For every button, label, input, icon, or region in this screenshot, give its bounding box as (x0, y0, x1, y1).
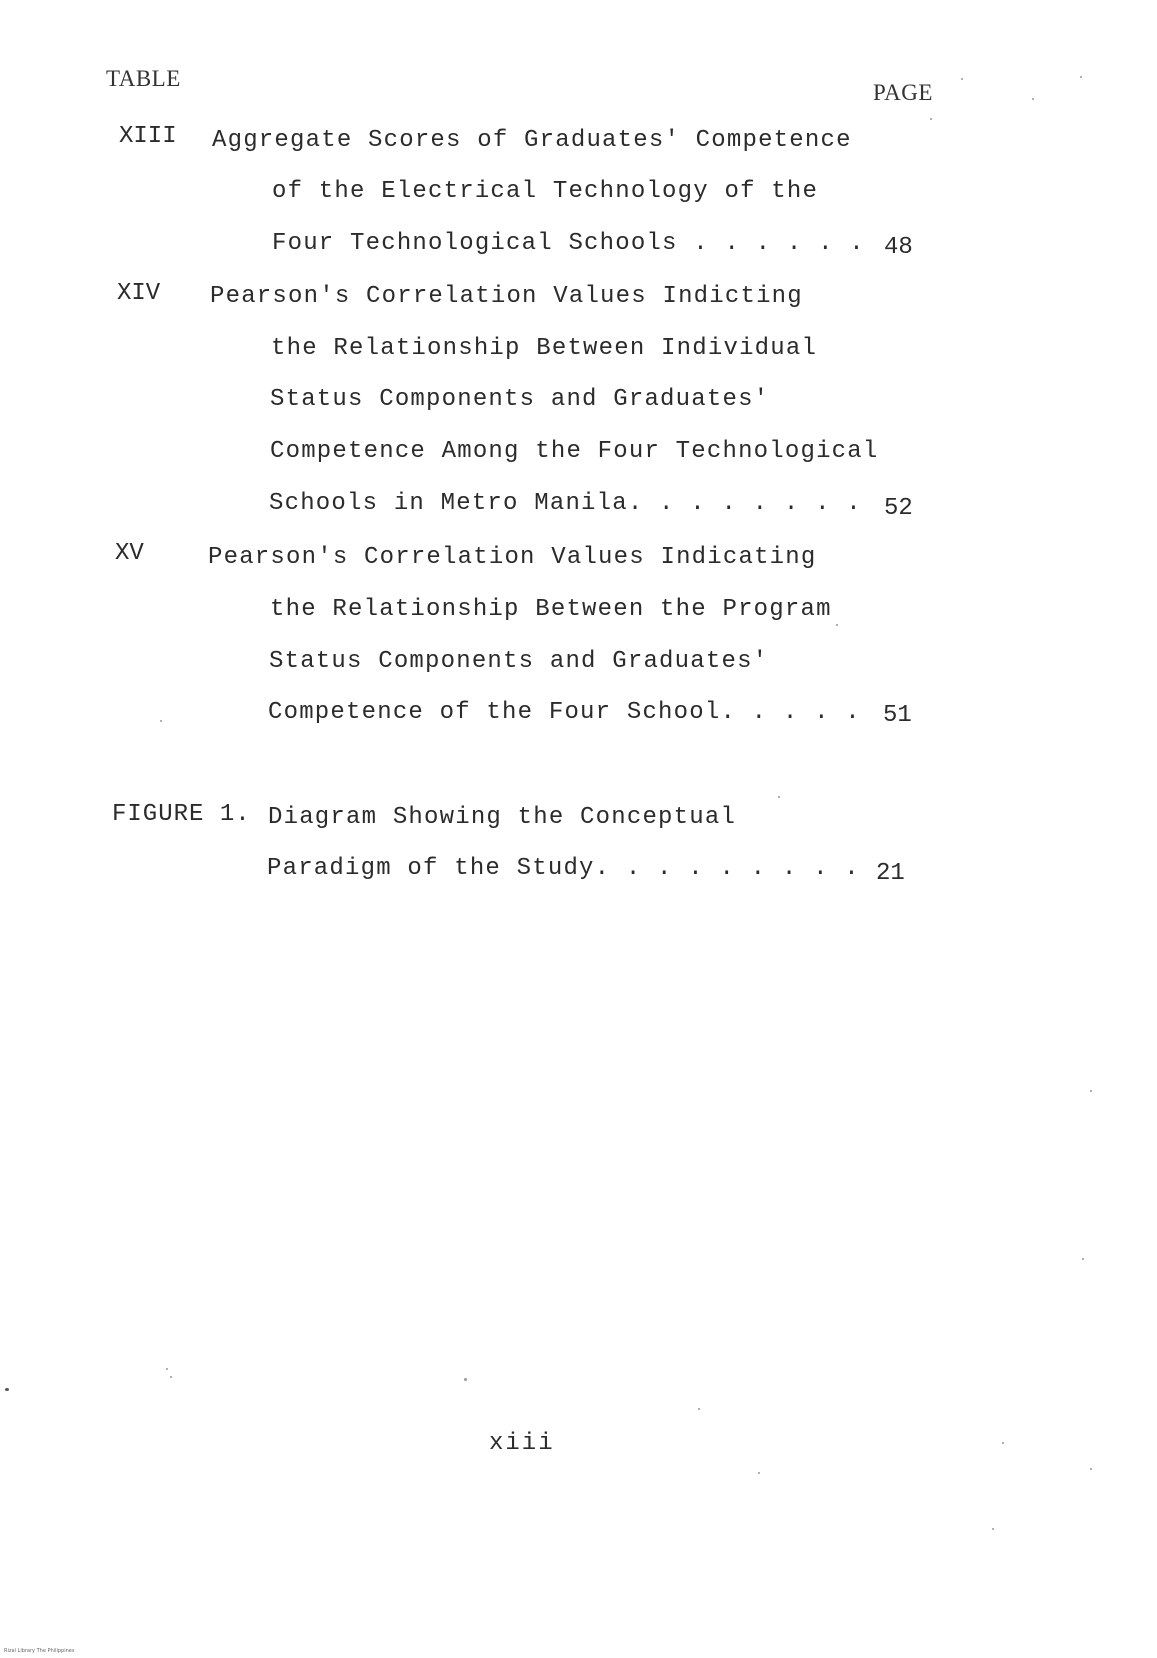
page-column-header: PAGE (873, 80, 933, 105)
entry-title-line: Four Technological Schools . . . . . . (272, 230, 865, 257)
page-number: xiii (489, 1430, 555, 1457)
scan-speck (170, 1376, 172, 1378)
scan-speck (778, 796, 780, 798)
scan-speck (992, 1528, 994, 1530)
scan-speck (1080, 76, 1082, 78)
scan-speck (836, 624, 838, 626)
table-number: XIV (117, 280, 161, 307)
scan-speck (1002, 1442, 1004, 1444)
entry-title-line: Competence of the Four School. . . . . (268, 699, 861, 726)
scan-speck (464, 1378, 467, 1381)
scan-speck (961, 78, 963, 80)
entry-title-line: Aggregate Scores of Graduates' Competence (212, 127, 852, 154)
scan-speck (5, 1388, 9, 1391)
entry-title-line: Status Components and Graduates' (269, 648, 769, 675)
scan-speck (1082, 1258, 1084, 1260)
entry-title-line: Pearson's Correlation Values Indicting (210, 283, 803, 310)
scan-speck (1090, 1468, 1092, 1470)
entry-page-number: 51 (883, 702, 912, 729)
scan-speck (930, 118, 932, 120)
scan-speck (166, 1368, 168, 1370)
table-number: XIII (119, 123, 177, 150)
scan-speck (698, 1408, 700, 1410)
table-column-header: TABLE (106, 66, 181, 91)
scan-footer-text: Rizal Library The Philippines (4, 1648, 75, 1654)
scan-speck (160, 720, 162, 722)
entry-title-line: of the Electrical Technology of the (272, 178, 819, 205)
entry-title-line: Status Components and Graduates' (270, 386, 770, 413)
entry-page-number: 21 (876, 860, 905, 887)
figure-label: FIGURE 1. (112, 801, 251, 828)
entry-title-line: Diagram Showing the Conceptual (268, 804, 737, 831)
scan-speck (1090, 1090, 1092, 1092)
entry-title-line: Paradigm of the Study. . . . . . . . . (267, 855, 860, 882)
scan-speck (1032, 98, 1034, 100)
entry-title-line: Schools in Metro Manila. . . . . . . . (269, 490, 862, 517)
entry-page-number: 52 (884, 495, 913, 522)
entry-title-line: Competence Among the Four Technological (270, 438, 879, 465)
entry-page-number: 48 (884, 234, 913, 261)
entry-title-line: Pearson's Correlation Values Indicating (208, 544, 817, 571)
table-number: XV (115, 540, 144, 567)
entry-title-line: the Relationship Between the Program (270, 596, 832, 623)
scan-speck (758, 1472, 760, 1474)
entry-title-line: the Relationship Between Individual (271, 335, 818, 362)
